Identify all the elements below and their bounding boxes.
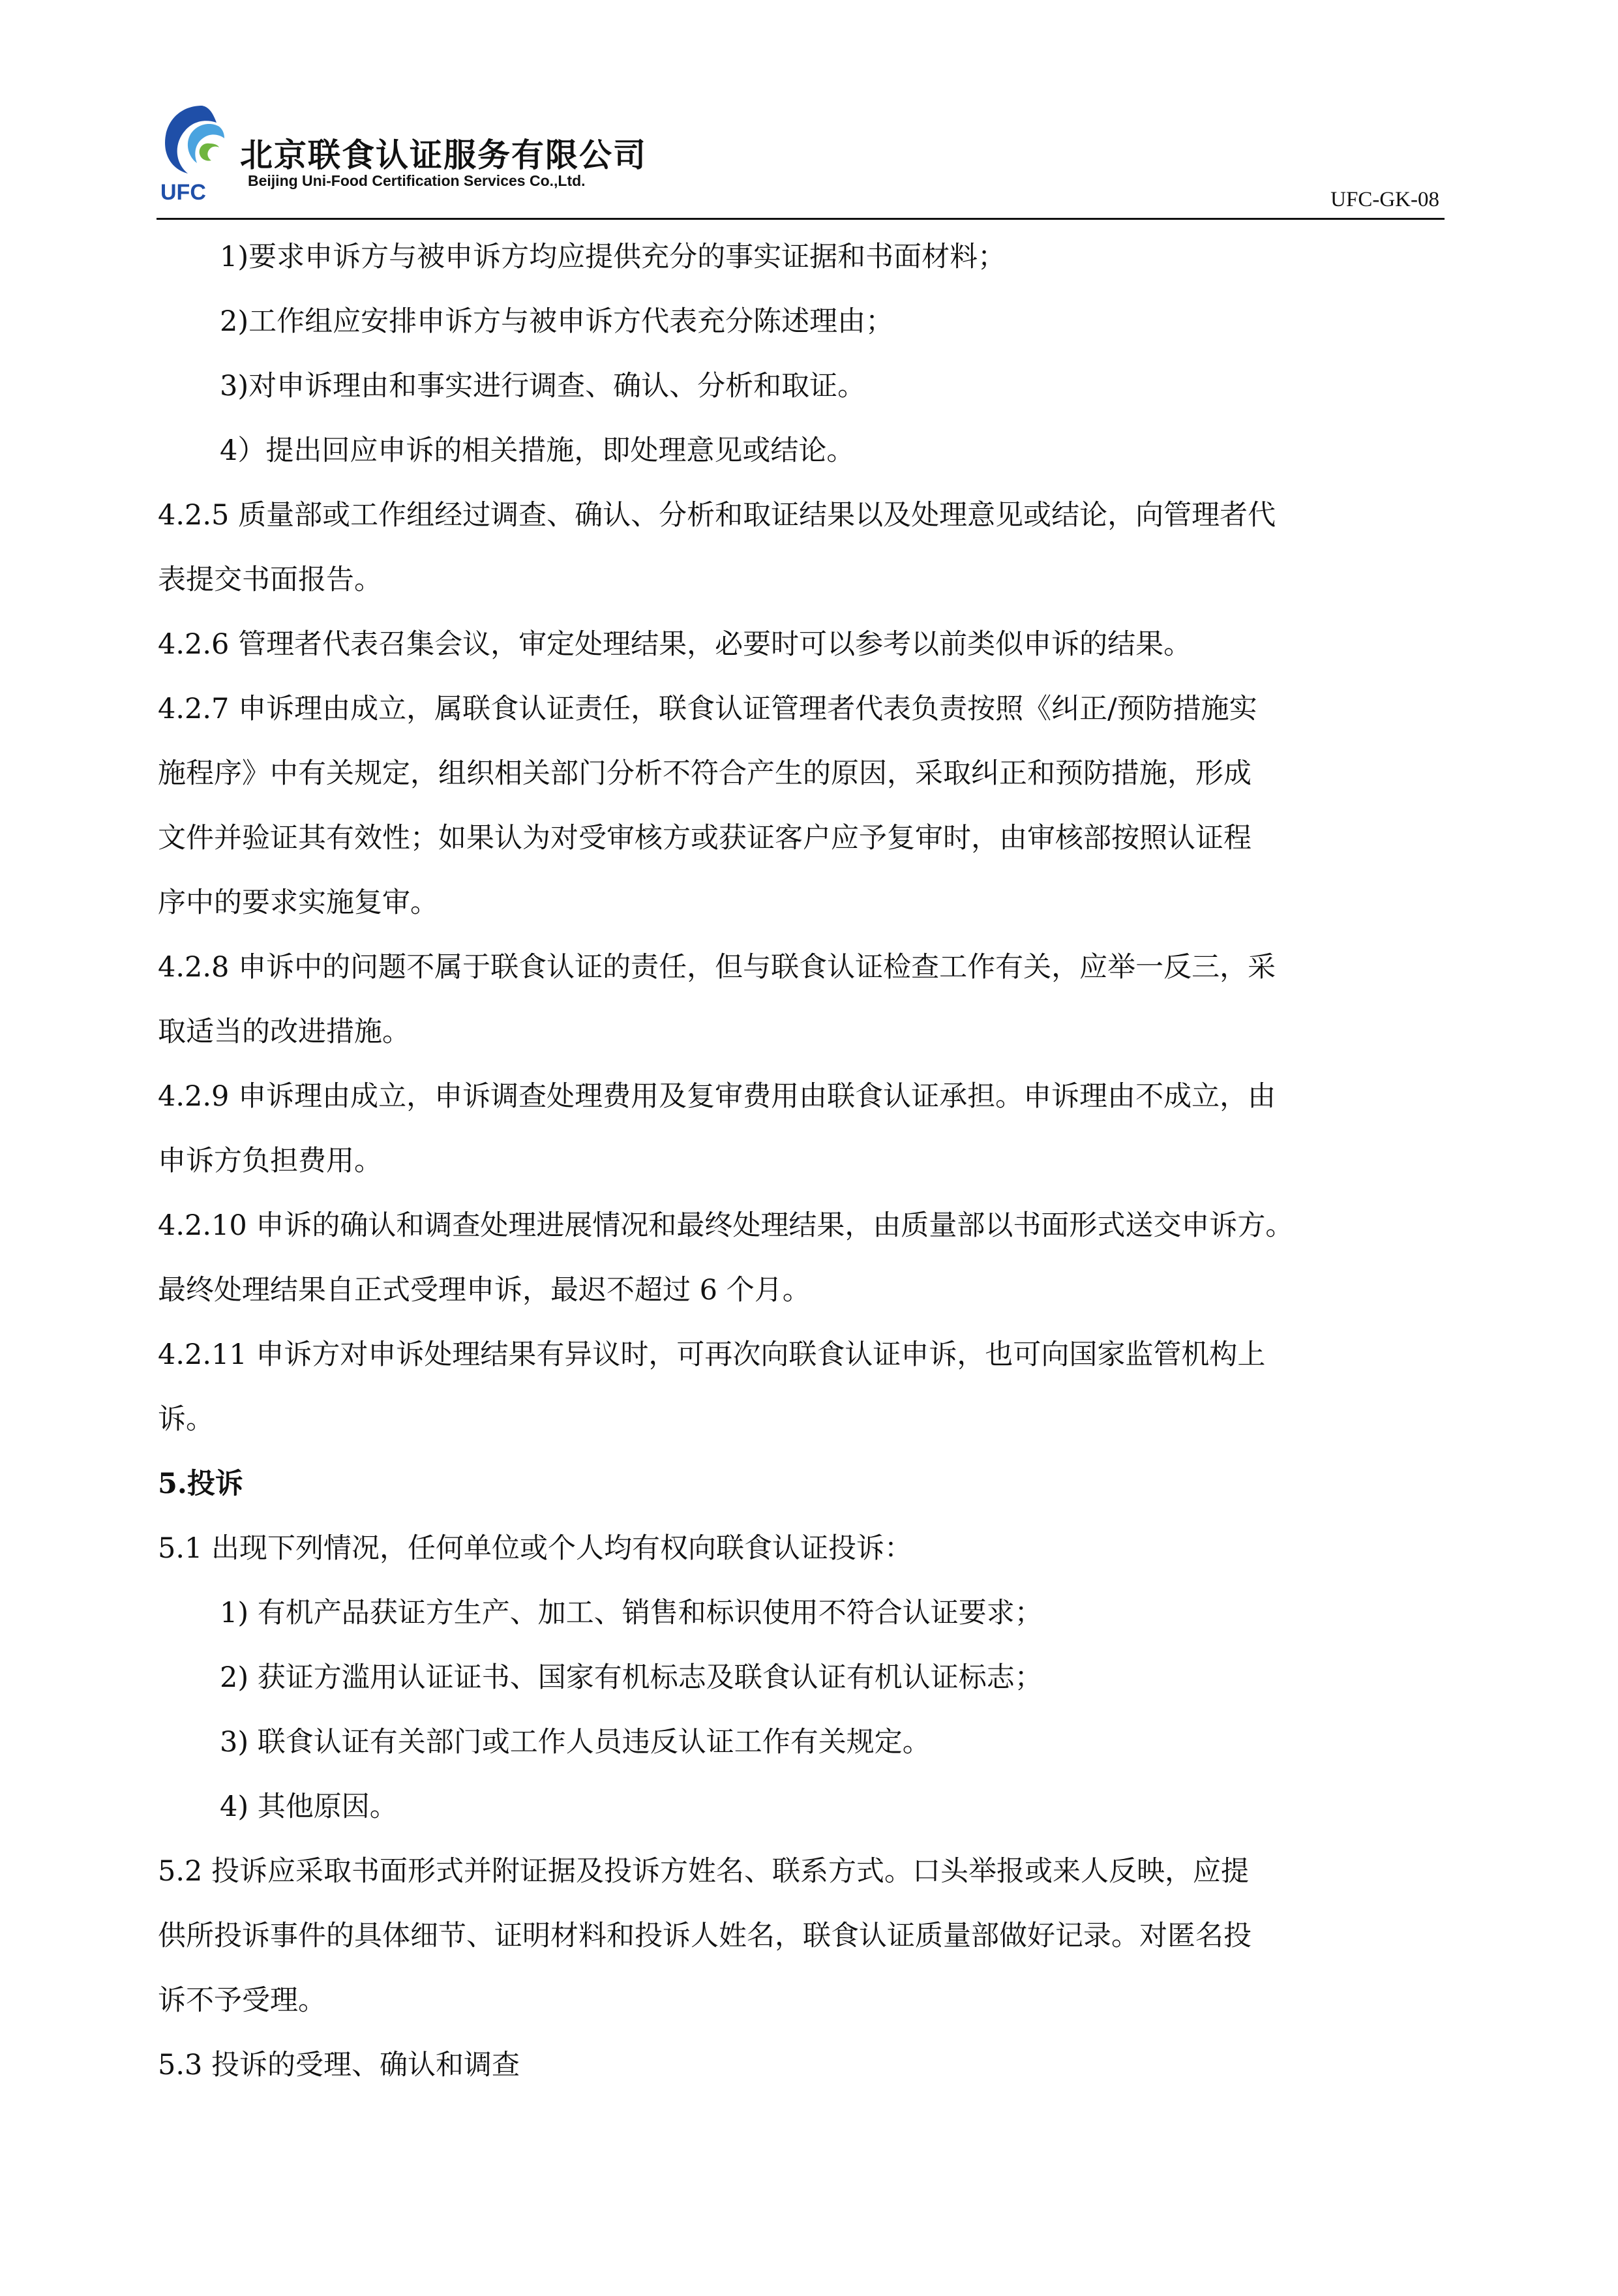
paragraph-line: 3)对申诉理由和事实进行调查、确认、分析和取证。: [220, 370, 866, 402]
paragraph-line: 文件并验证其有效性；如果认为对受审核方或获证客户应予复审时，由审核部按照认证程: [158, 822, 1251, 854]
paragraph-line: 5.1 出现下列情况，任何单位或个人均有权向联食认证投诉：: [158, 1532, 913, 1565]
paragraph-line: 申诉方负担费用。: [158, 1145, 382, 1177]
section-heading: 5.投诉: [158, 1468, 243, 1500]
paragraph-line: 1)要求申诉方与被申诉方均应提供充分的事实证据和书面材料；: [220, 241, 1006, 273]
list-item: 4) 其他原因。: [220, 1790, 398, 1823]
paragraph-line: 取适当的改进措施。: [158, 1016, 410, 1048]
paragraph-line: 5.2 投诉应采取书面形式并附证据及投诉方姓名、联系方式。口头举报或来人反映，应提: [158, 1855, 1250, 1888]
list-item: 3) 联食认证有关部门或工作人员违反认证工作有关规定。: [220, 1726, 931, 1759]
paragraph-line: 4）提出回应申诉的相关措施，即处理意见或结论。: [220, 434, 855, 467]
paragraph-line: 诉不予受理。: [158, 1984, 326, 2017]
paragraph-line: 4.2.9 申诉理由成立，申诉调查处理费用及复审费用由联食认证承担。申诉理由不成立，由: [158, 1080, 1276, 1113]
paragraph-line: 4.2.6 管理者代表召集会议，审定处理结果，必要时可以参考以前类似申诉的结果。: [158, 628, 1192, 661]
paragraph-line: 5.3 投诉的受理、确认和调查: [158, 2049, 520, 2081]
header-divider: [157, 218, 1445, 220]
paragraph-line: 2)工作组应安排申诉方与被申诉方代表充分陈述理由；: [220, 305, 894, 338]
paragraph-line: 诉。: [158, 1403, 214, 1436]
paragraph-line: 施程序》中有关规定，组织相关部门分析不符合产生的原因，采取纠正和预防措施，形成: [158, 757, 1251, 790]
document-code: UFC-GK-08: [1330, 188, 1439, 211]
paragraph-line: 4.2.10 申诉的确认和调查处理进展情况和最终处理结果，由质量部以书面形式送交申诉方。: [158, 1209, 1294, 1242]
document-body: [158, 225, 1444, 2098]
paragraph-line: 表提交书面报告。: [158, 564, 382, 596]
page-header: [157, 98, 1445, 222]
list-item: 2) 获证方滥用认证证书、国家有机标志及联食认证有机认证标志；: [220, 1661, 1043, 1694]
logo-text: UFC: [160, 180, 206, 205]
list-item: 1) 有机产品获证方生产、加工、销售和标识使用不符合认证要求；: [220, 1597, 1043, 1629]
company-logo-icon: [157, 98, 235, 209]
company-name-cn: 北京联食认证服务有限公司: [240, 136, 647, 174]
paragraph-line: 4.2.11 申诉方对申诉处理结果有异议时，可再次向联食认证申诉，也可向国家监管机构上: [158, 1338, 1266, 1371]
paragraph-line: 4.2.5 质量部或工作组经过调查、确认、分析和取证结果以及处理意见或结论，向管理者代: [158, 499, 1276, 532]
paragraph-line: 4.2.8 申诉中的问题不属于联食认证的责任，但与联食认证检查工作有关，应举一反三，采: [158, 951, 1276, 984]
paragraph-line: 供所投诉事件的具体细节、证明材料和投诉人姓名，联食认证质量部做好记录。对匿名投: [158, 1920, 1251, 1952]
company-name-en: Beijing Uni-Food Certification Services Co.,Ltd.: [248, 172, 586, 189]
paragraph-line: 4.2.7 申诉理由成立，属联食认证责任，联食认证管理者代表负责按照《纠正/预防措施实: [158, 693, 1257, 725]
paragraph-line: 序中的要求实施复审。: [158, 886, 438, 919]
paragraph-line: 最终处理结果自正式受理申诉，最迟不超过 6 个月。: [158, 1274, 811, 1307]
